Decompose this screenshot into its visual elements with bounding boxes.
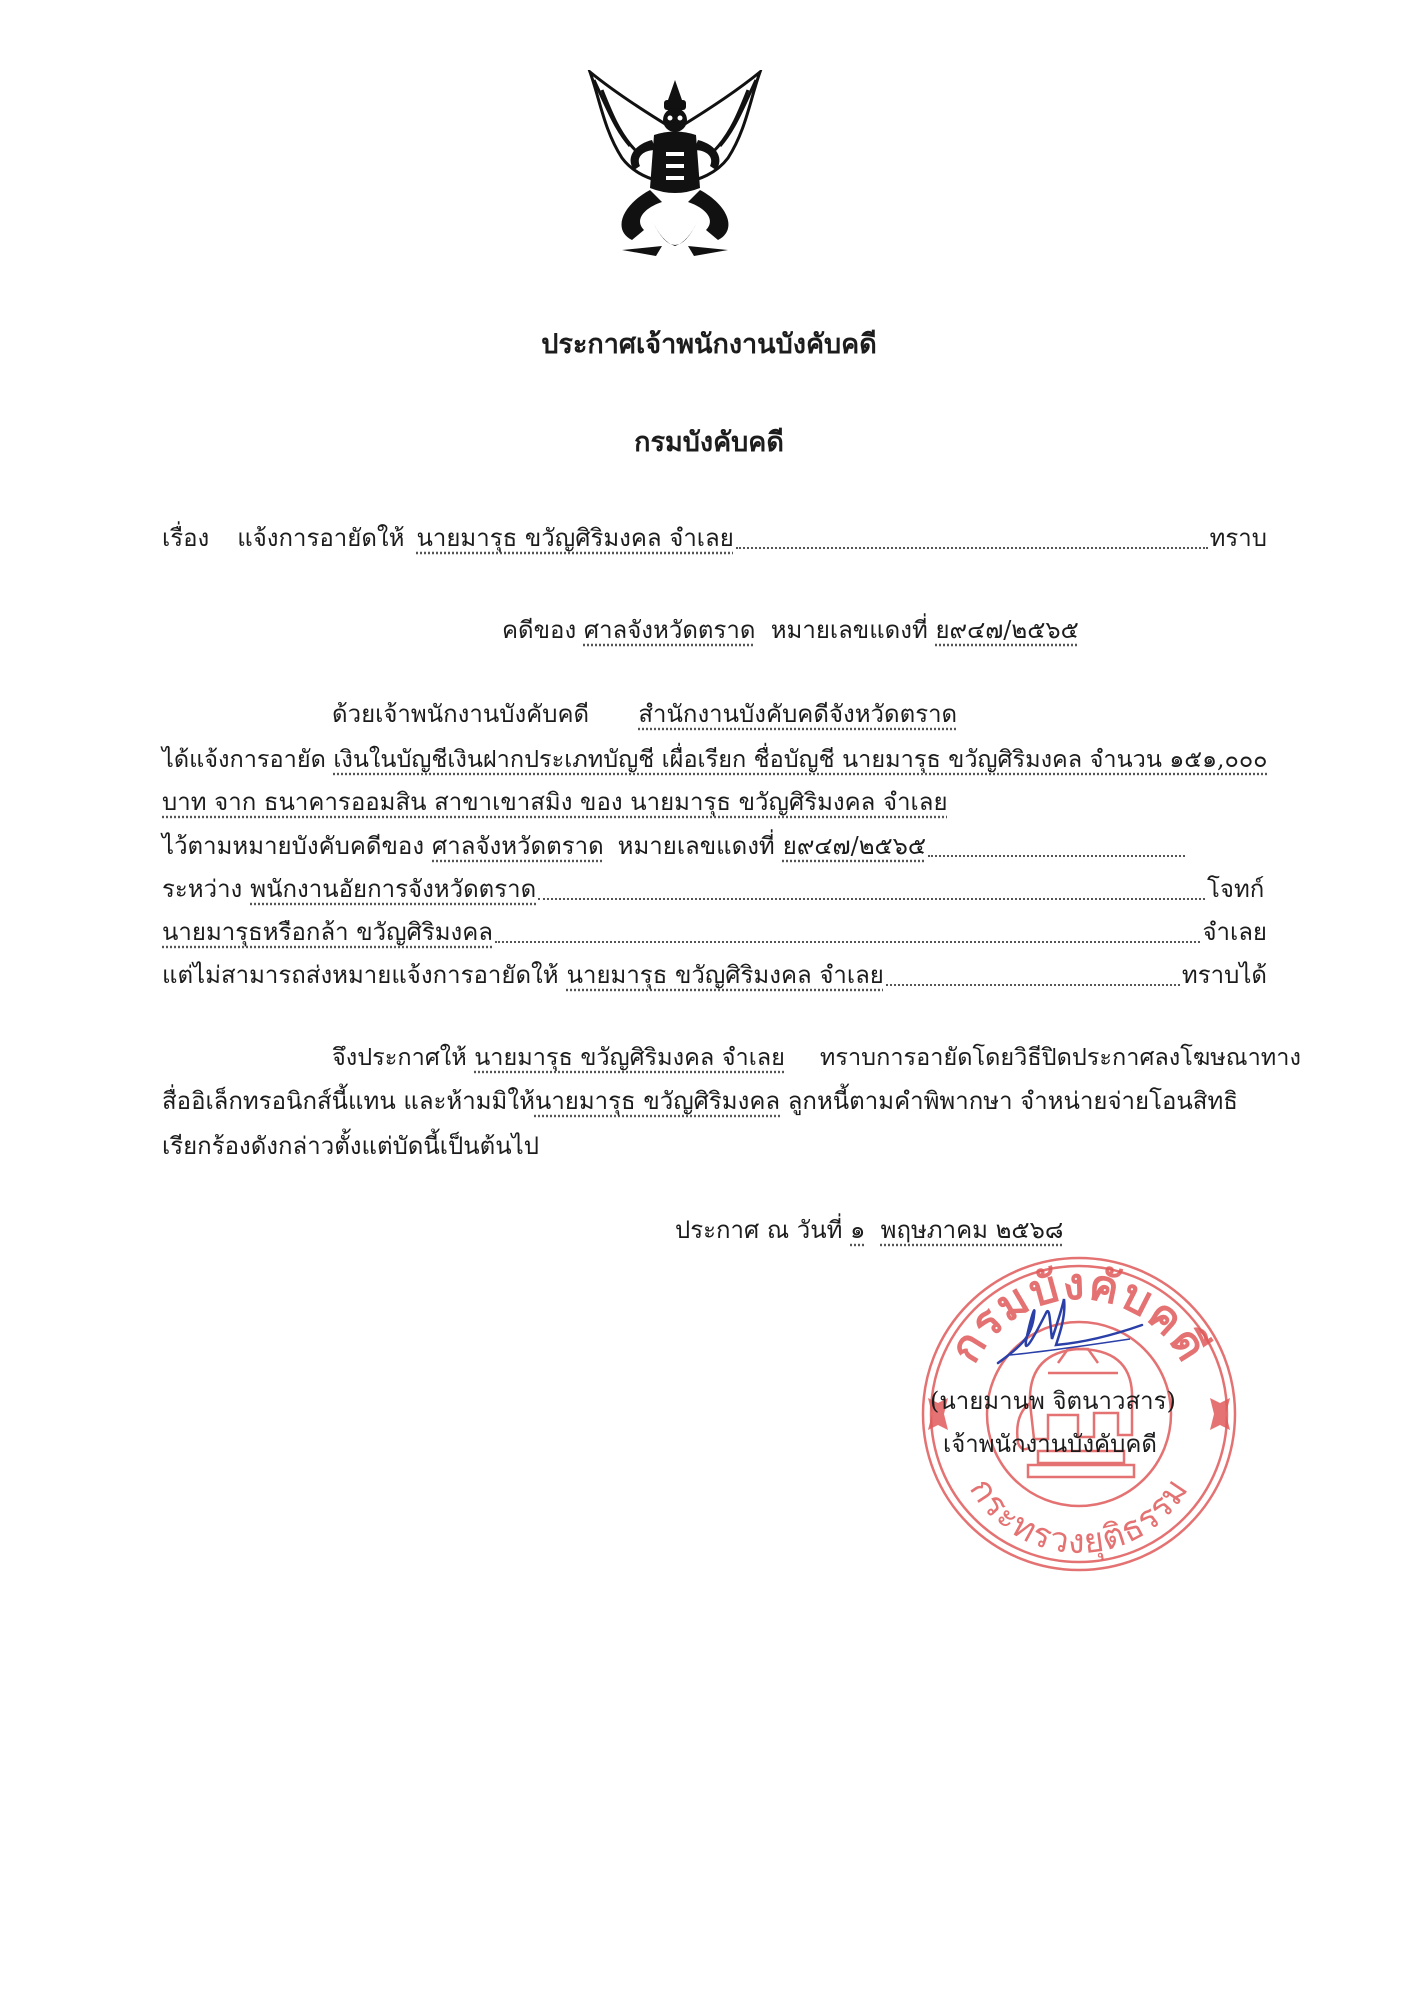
subject-prefix: แจ้งการอายัดให้ — [237, 524, 405, 552]
signatory-position: เจ้าพนักงานบังคับคดี — [943, 1430, 1157, 1458]
case-number: ย๙๔๗/๒๕๖๕ — [935, 616, 1079, 644]
body-line1-prefix: ด้วยเจ้าพนักงานบังคับคดี — [332, 700, 590, 728]
notice-line-1 — [332, 1041, 1301, 1073]
dotted-leader — [736, 521, 1208, 549]
seal-top-text: กรมบังคับคดี — [939, 1258, 1219, 1372]
body-line4-number: ย๙๔๗/๒๕๖๕ — [782, 832, 927, 860]
seal-bottom-text: กระทรวงยุติธรรม — [961, 1470, 1197, 1563]
body-line7-suffix: ทราบได้ — [1181, 961, 1267, 989]
case-prefix: คดีของ — [502, 616, 577, 644]
page-title: ประกาศเจ้าพนักงานบังคับคดี — [541, 329, 877, 360]
body-office: สำนักงานบังคับคดีจังหวัดตราด — [638, 700, 958, 728]
body-line5-suffix: โจทก์ — [1207, 875, 1265, 903]
dotted-leader — [538, 872, 1205, 900]
date-line — [675, 1214, 1063, 1246]
svg-text:กระทรวงยุติธรรม — [961, 1471, 1197, 1563]
body-line6-suffix: จำเลย — [1202, 918, 1267, 946]
date-prefix: ประกาศ ณ วันที่ — [675, 1216, 843, 1244]
date-month-year: พฤษภาคม ๒๕๖๘ — [880, 1216, 1064, 1244]
body-line-5 — [162, 872, 1267, 905]
notice-line1-name: นายมารุธ ขวัญศิริมงคล จำเลย — [474, 1043, 785, 1071]
department-title: กรมบังคับคดี — [634, 427, 784, 458]
dotted-leader — [495, 915, 1200, 943]
body-line7-name: นายมารุธ ขวัญศิริมงคล จำเลย — [566, 961, 884, 989]
date-day: ๑ — [850, 1216, 866, 1244]
signature-icon — [990, 1285, 1150, 1385]
dotted-leader — [928, 829, 1185, 857]
body-line4-prefix: ไว้ตามหมายบังคับคดีของ — [162, 832, 425, 860]
body-line3-detail: บาท จาก ธนาคารออมสิน สาขาเขาสมิง ของ นายมารุธ ขวัญศิริมงคล จำเลย — [162, 788, 948, 816]
notice-line-3: เรียกร้องดังกล่าวตั้งแต่บัดนี้เป็นต้นไป — [162, 1132, 539, 1160]
body-line-7 — [162, 958, 1267, 991]
subject-suffix: ทราบ — [1209, 524, 1267, 552]
signatory-name: (นายมานพ จิตนาวสาร) — [930, 1387, 1176, 1415]
subject-label: เรื่อง — [162, 524, 210, 552]
case-court: ศาลจังหวัดตราด — [583, 616, 756, 644]
body-plaintiff: พนักงานอัยการจังหวัดตราด — [250, 875, 537, 903]
body-line-6 — [162, 915, 1267, 948]
body-line2-prefix: ได้แจ้งการอายัด — [162, 745, 326, 773]
notice-line2-name: นายมารุธ ขวัญศิริมงคล — [534, 1087, 781, 1115]
body-line4-number-label: หมายเลขแดงที่ — [617, 832, 775, 860]
notice-line-2 — [162, 1085, 1238, 1117]
body-line-4 — [162, 829, 1187, 862]
body-line7-prefix: แต่ไม่สามารถส่งหมายแจ้งการอายัดให้ — [162, 961, 559, 989]
body-line-1 — [332, 698, 957, 730]
body-line-3 — [162, 786, 948, 818]
notice-line1-suffix: ทราบการอายัดโดยวิธีปิดประกาศลงโฆษณาทาง — [819, 1043, 1301, 1071]
body-line5-prefix: ระหว่าง — [162, 875, 243, 903]
dotted-leader — [886, 958, 1180, 986]
body-line2-detail: เงินในบัญชีเงินฝากประเภทบัญชี เผื่อเรียก ชื่อบัญชี นายมารุธ ขวัญศิริมงคล จำนวน ๑๕๑,๐๐๐ — [333, 745, 1268, 773]
case-line — [502, 614, 1079, 646]
notice-line1-prefix: จึงประกาศให้ — [332, 1043, 467, 1071]
notice-line2-suffix: ลูกหนี้ตามคำพิพากษา จำหน่ายจ่ายโอนสิทธิ — [787, 1087, 1238, 1115]
body-line4-court: ศาลจังหวัดตราด — [432, 832, 604, 860]
body-line-2 — [162, 743, 1268, 775]
subject-name: นายมารุธ ขวัญศิริมงคล จำเลย — [416, 524, 734, 552]
notice-line2-prefix: สื่ออิเล็กทรอนิกส์นี้แทน และห้ามมิให้ — [162, 1087, 535, 1115]
subject-line — [162, 521, 1267, 554]
body-defendant: นายมารุธหรือกล้า ขวัญศิริมงคล — [162, 918, 494, 946]
garuda-emblem-icon — [582, 70, 768, 270]
case-number-label: หมายเลขแดงที่ — [770, 616, 928, 644]
